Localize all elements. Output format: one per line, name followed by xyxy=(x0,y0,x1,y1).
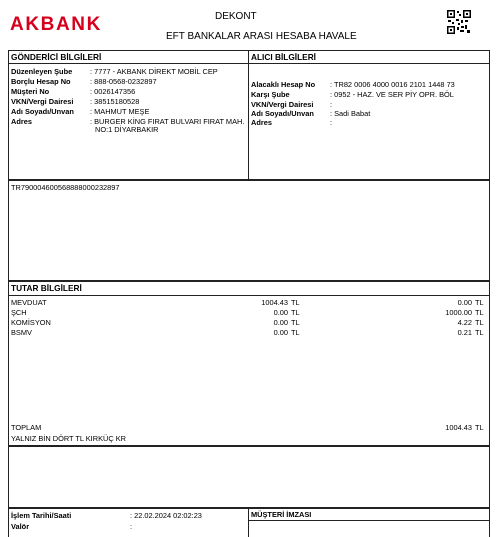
sender-label: VKN/Vergi Dairesi xyxy=(11,97,74,106)
party-divider xyxy=(248,50,249,180)
sender-section-title: GÖNDERİCİ BİLGİLERİ xyxy=(11,52,102,62)
sender-value: : BURGER KİNG FIRAT BULVARI FIRAT MAH. xyxy=(90,117,245,126)
akbank-logo: AKBANK xyxy=(10,14,102,35)
amounts-box xyxy=(8,281,490,446)
amount-label: KOMİSYON xyxy=(11,318,51,327)
amount-col2: 4.22 xyxy=(457,318,472,327)
sender-value-line2: NO:1 DİYARBAKIR xyxy=(95,125,159,134)
sender-label: Borçlu Hesap No xyxy=(11,77,71,86)
amount-col2-currency: TL xyxy=(475,298,484,307)
transaction-date-value: : 22.02.2024 02:02:23 xyxy=(130,511,202,520)
notes-box xyxy=(8,446,490,508)
total-value: 1004.43 xyxy=(445,423,472,432)
amount-label: ŞCH xyxy=(11,308,27,317)
valor-value: : xyxy=(130,522,133,531)
total-currency: TL xyxy=(475,423,484,432)
amount-col1-currency: TL xyxy=(291,328,300,337)
transaction-date-label: İşlem Tarihi/Saati xyxy=(11,511,72,520)
sender-label: Müşteri No xyxy=(11,87,50,96)
receipt-header xyxy=(0,0,500,50)
amount-col1: 0.00 xyxy=(273,318,288,327)
total-in-words: YALNIZ BİN DÖRT TL KIRKÜÇ KR xyxy=(11,434,126,443)
sender-value: : 0026147356 xyxy=(90,87,136,96)
sender-title-underline xyxy=(8,63,249,64)
footer-divider xyxy=(248,508,249,537)
valor-label: Valör xyxy=(11,522,30,531)
footer-right-border xyxy=(489,508,490,537)
sender-value: : 7777 - AKBANK DİREKT MOBİL CEP xyxy=(90,67,218,76)
party-info-box xyxy=(8,50,490,180)
document-title: DEKONT xyxy=(215,11,257,22)
amount-label: MEVDUAT xyxy=(11,298,47,307)
sender-label: Adı Soyadı/Unvan xyxy=(11,107,74,116)
receiver-section-title: ALICI BİLGİLERİ xyxy=(251,52,316,62)
qr-code-icon xyxy=(447,10,471,34)
reference-number: TR790004600568888000232897 xyxy=(11,183,120,192)
amount-col1: 0.00 xyxy=(273,308,288,317)
amount-col1-currency: TL xyxy=(291,318,300,327)
receiver-label: Adres xyxy=(251,118,272,127)
amount-col2: 0.00 xyxy=(457,298,472,307)
receiver-value: : 0952 - HAZ. VE SER PİY OPR. BÖL xyxy=(330,90,454,99)
sender-value: : MAHMUT MEŞE xyxy=(90,107,150,116)
footer-top-line xyxy=(8,508,490,509)
sender-label: Adres xyxy=(11,117,32,126)
receiver-value: : Sadi Babat xyxy=(330,109,371,118)
amount-col2-currency: TL xyxy=(475,328,484,337)
sender-value: : 38515180528 xyxy=(90,97,140,106)
footer-left-border xyxy=(8,508,9,537)
customer-signature-label: MÜŞTERİ İMZASI xyxy=(251,510,312,519)
receiver-label: VKN/Vergi Dairesi xyxy=(251,100,314,109)
amount-col1-currency: TL xyxy=(291,298,300,307)
amount-col1-currency: TL xyxy=(291,308,300,317)
receiver-label: Karşı Şube xyxy=(251,90,290,99)
amount-col1: 1004.43 xyxy=(261,298,288,307)
amount-label: BSMV xyxy=(11,328,32,337)
signature-title-underline xyxy=(248,520,490,521)
sender-value: : 888-0568-0232897 xyxy=(90,77,157,86)
amount-col1: 0.00 xyxy=(273,328,288,337)
receiver-value: : xyxy=(330,118,333,127)
sender-label: Düzenleyen Şube xyxy=(11,67,73,76)
amount-col2-currency: TL xyxy=(475,308,484,317)
receiver-value: : xyxy=(330,100,333,109)
receiver-label: Alacaklı Hesap No xyxy=(251,80,316,89)
document-subtitle: EFT BANKALAR ARASI HESABA HAVALE xyxy=(166,31,357,42)
amount-col2-currency: TL xyxy=(475,318,484,327)
amounts-title-underline xyxy=(8,295,490,296)
description-box xyxy=(8,180,490,281)
receiver-title-underline xyxy=(248,63,490,64)
receiver-value: : TR82 0006 4000 0016 2101 1448 73 xyxy=(330,80,455,89)
amount-col2: 0.21 xyxy=(457,328,472,337)
amount-col2: 1000.00 xyxy=(445,308,472,317)
total-label: TOPLAM xyxy=(11,423,42,432)
receiver-label: Adı Soyadı/Unvan xyxy=(251,109,314,118)
amounts-section-title: TUTAR BİLGİLERİ xyxy=(11,283,82,293)
